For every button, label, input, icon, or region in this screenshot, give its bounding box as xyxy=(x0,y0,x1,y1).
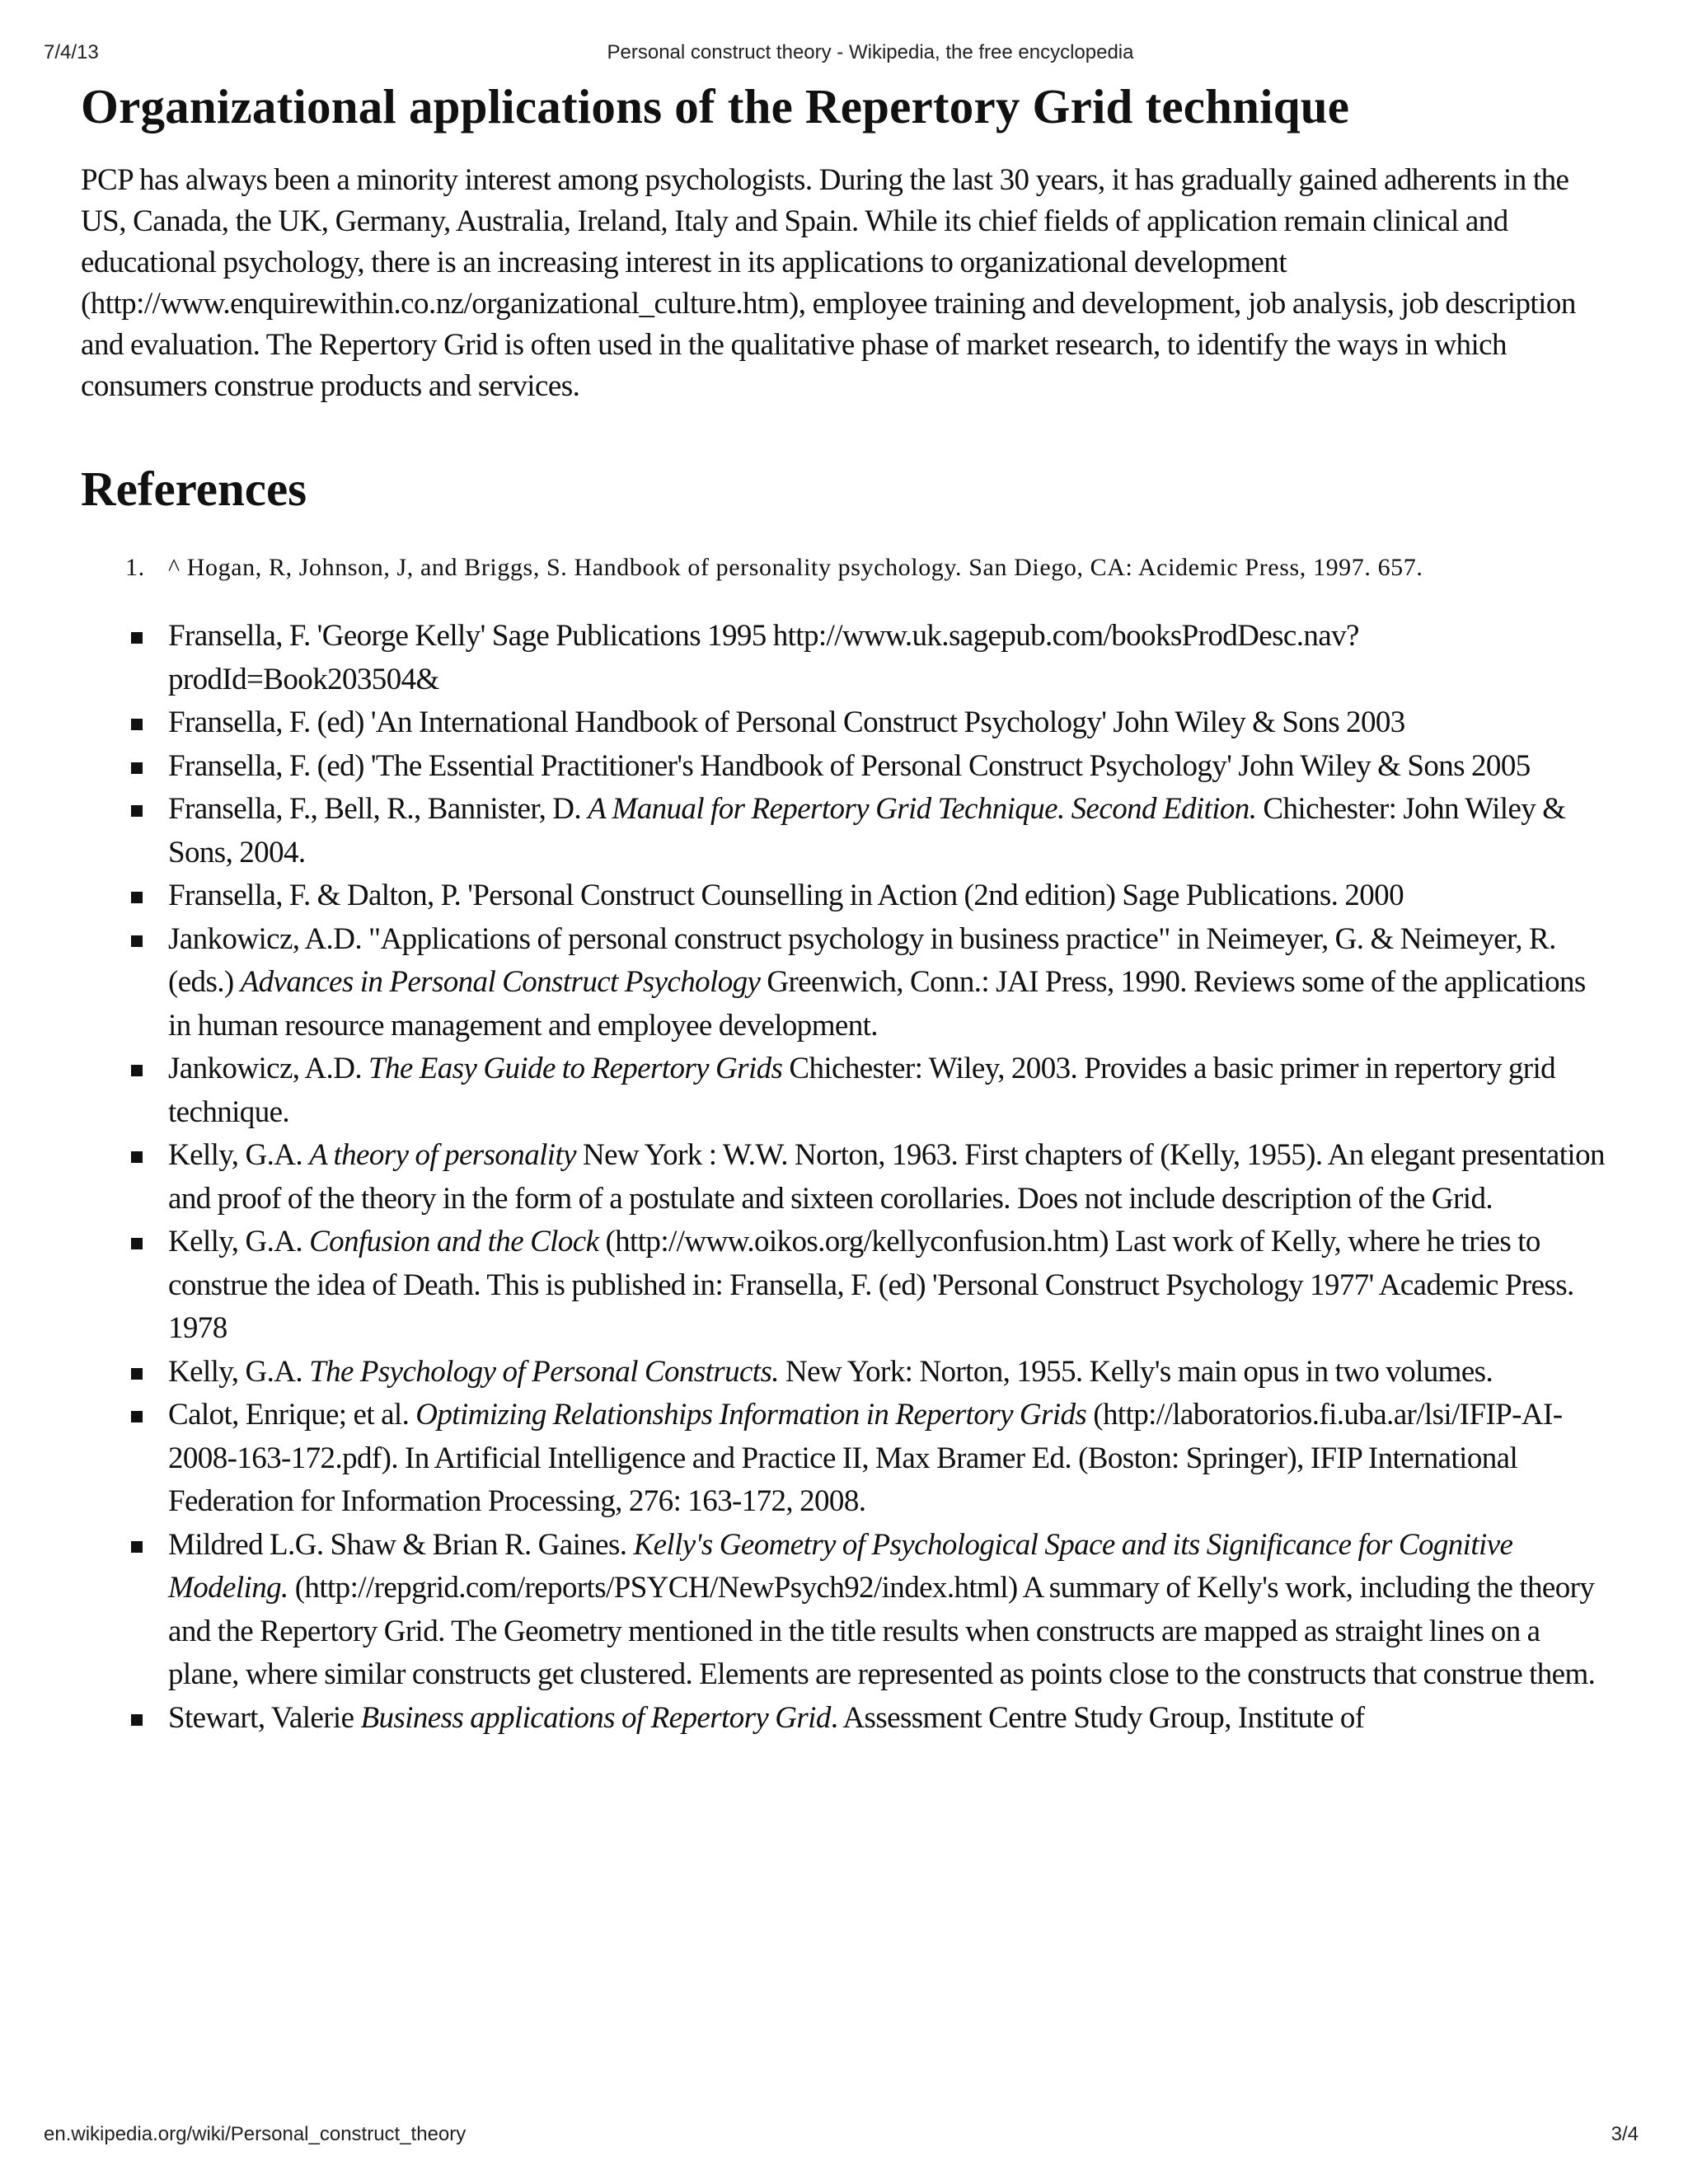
reference-text: ^ Hogan, R, Johnson, J, and Briggs, S. Handbook of personality psychology. San Diego, CA: Acidemic Press, 1997. 657. xyxy=(168,554,1423,581)
bib-title: Optimizing Relationships Information in Repertory Grids xyxy=(415,1398,1087,1432)
bibliography-item xyxy=(81,1221,1614,1351)
bibliography-item xyxy=(81,1524,1614,1697)
bib-text: Fransella, F. 'George Kelly' Sage Publications 1995 http://www.uk.sagepub.com/booksProdDesc.nav?prodId=Book203504& xyxy=(168,619,1359,696)
bib-text: Calot, Enrique; et al. xyxy=(168,1398,416,1432)
bib-text: Kelly, G.A. xyxy=(168,1225,310,1258)
bib-title: A theory of personality xyxy=(309,1138,576,1172)
bib-title: Kelly's Geometry of Psychological Space and its Significance for Cognitive Modeling. xyxy=(168,1527,1513,1605)
bib-text: Kelly, G.A. xyxy=(168,1138,310,1172)
numbered-references xyxy=(81,549,1614,587)
bib-title: Advances in Personal Construct Psychology xyxy=(240,965,761,999)
bib-title: The Psychology of Personal Constructs. xyxy=(309,1354,779,1389)
bib-title: Confusion and the Clock xyxy=(309,1225,599,1258)
bibliography-item xyxy=(81,1351,1614,1394)
bibliography-item xyxy=(81,1394,1614,1524)
reference-number: 1. xyxy=(125,554,145,581)
bibliography-item xyxy=(81,918,1614,1048)
bibliography-item xyxy=(81,701,1614,745)
reference-item xyxy=(81,549,1614,587)
bib-text: Jankowicz, A.D. "Applications of personal construct psychology in business practice" in Neimeyer, G. & Neimeyer, R. (eds.) xyxy=(168,921,1556,999)
bib-text-after: (http://laboratorios.fi.uba.ar/lsi/IFIP-AI-2008-163-172.pdf). In Artificial Intelligence and Practice II, Max Bramer Ed. (Boston: Springer), IFIP International Federation for Information Processing, 276: 163-172, 2008. xyxy=(168,1398,1563,1518)
bib-text-after: Chichester: Wiley, 2003. Provides a basic primer in repertory grid technique. xyxy=(168,1052,1556,1129)
bib-text: Fransella, F. (ed) 'An International Handbook of Personal Construct Psychology' John Wiley & Sons 2003 xyxy=(168,705,1405,739)
bibliography-list xyxy=(81,615,1614,1740)
bib-title: A Manual for Repertory Grid Technique. Second Edition. xyxy=(588,792,1257,826)
bibliography-item xyxy=(81,1047,1614,1134)
print-date: 7/4/13 xyxy=(44,41,99,63)
bibliography-item xyxy=(81,788,1614,874)
references-heading: References xyxy=(81,462,307,516)
bib-text: Stewart, Valerie xyxy=(168,1700,361,1735)
bib-text: Fransella, F. & Dalton, P. 'Personal Construct Counselling in Action (2nd edition) Sage Publications. 2000 xyxy=(168,879,1404,912)
bib-text: Fransella, F. (ed) 'The Essential Practitioner's Handbook of Personal Construct Psychology' John Wiley & Sons 2005 xyxy=(168,748,1531,783)
bibliography-item xyxy=(81,745,1614,789)
bibliography-item xyxy=(81,1134,1614,1221)
bib-title: The Easy Guide to Repertory Grids xyxy=(368,1052,783,1085)
bib-text-after: (http://www.oikos.org/kellyconfusion.htm) Last work of Kelly, where he tries to construe the idea of Death. This is published in: Fransella, F. (ed) 'Personal Construct Psychology 1977' Academic Press. 1978 xyxy=(168,1225,1574,1345)
page-number: 3/4 xyxy=(1611,2123,1639,2145)
bibliography-item xyxy=(81,615,1614,701)
bib-text: Jankowicz, A.D. xyxy=(168,1052,369,1085)
bib-text: Kelly, G.A. xyxy=(168,1354,310,1389)
bib-text-after: Greenwich, Conn.: JAI Press, 1990. Reviews some of the applications in human resource management and employee development. xyxy=(168,965,1586,1043)
print-page-title: Personal construct theory - Wikipedia, the free encyclopedia xyxy=(607,41,1134,63)
bib-text-after: New York: Norton, 1955. Kelly's main opus in two volumes. xyxy=(778,1354,1493,1389)
bib-text-after: (http://repgrid.com/reports/PSYCH/NewPsych92/index.html) A summary of Kelly's work, including the theory and the Repertory Grid. The Geometry mentioned in the title results when constructs are mapped as straight lines on a plane, where similar constructs get clustered. Elements are represented as points close to the constructs that construe them. xyxy=(168,1571,1596,1691)
bib-text: Fransella, F., Bell, R., Bannister, D. xyxy=(168,792,588,826)
bib-text-after: New York : W.W. Norton, 1963. First chapters of (Kelly, 1955). An elegant presentation and proof of the theory in the form of a postulate and sixteen corollaries. Does not include description of the Grid. xyxy=(168,1138,1605,1216)
print-url: en.wikipedia.org/wiki/Personal_construct_theory xyxy=(44,2123,467,2145)
bibliography-item xyxy=(81,874,1614,918)
bibliography-item xyxy=(81,1697,1614,1741)
bib-text: Mildred L.G. Shaw & Brian R. Gaines. xyxy=(168,1527,634,1562)
bib-title: Business applications of Repertory Grid xyxy=(360,1700,831,1735)
article-content xyxy=(81,76,1614,1740)
bib-text-after: Chichester: John Wiley & Sons, 2004. xyxy=(168,792,1566,869)
bib-text-after: . Assessment Centre Study Group, Institute of xyxy=(830,1700,1365,1735)
section-paragraph: PCP has always been a minority interest among psychologists. During the last 30 years, it has gradually gained adherents in the US, Canada, the UK, Germany, Australia, Ireland, Italy and Spain. While its chief fields of application remain clinical and educational psychology, there is an increasing interest in its applications to organizational development (http://www.enquirewithin.co.nz/organizational_culture.htm), employee training and development, job analysis, job description and evaluation. The Repertory Grid is often used in the qualitative phase of market research, to identify the ways in which consumers construe products and services. xyxy=(81,163,1576,403)
section-heading-organizational: Organizational applications of the Repertory Grid technique xyxy=(81,79,1350,134)
